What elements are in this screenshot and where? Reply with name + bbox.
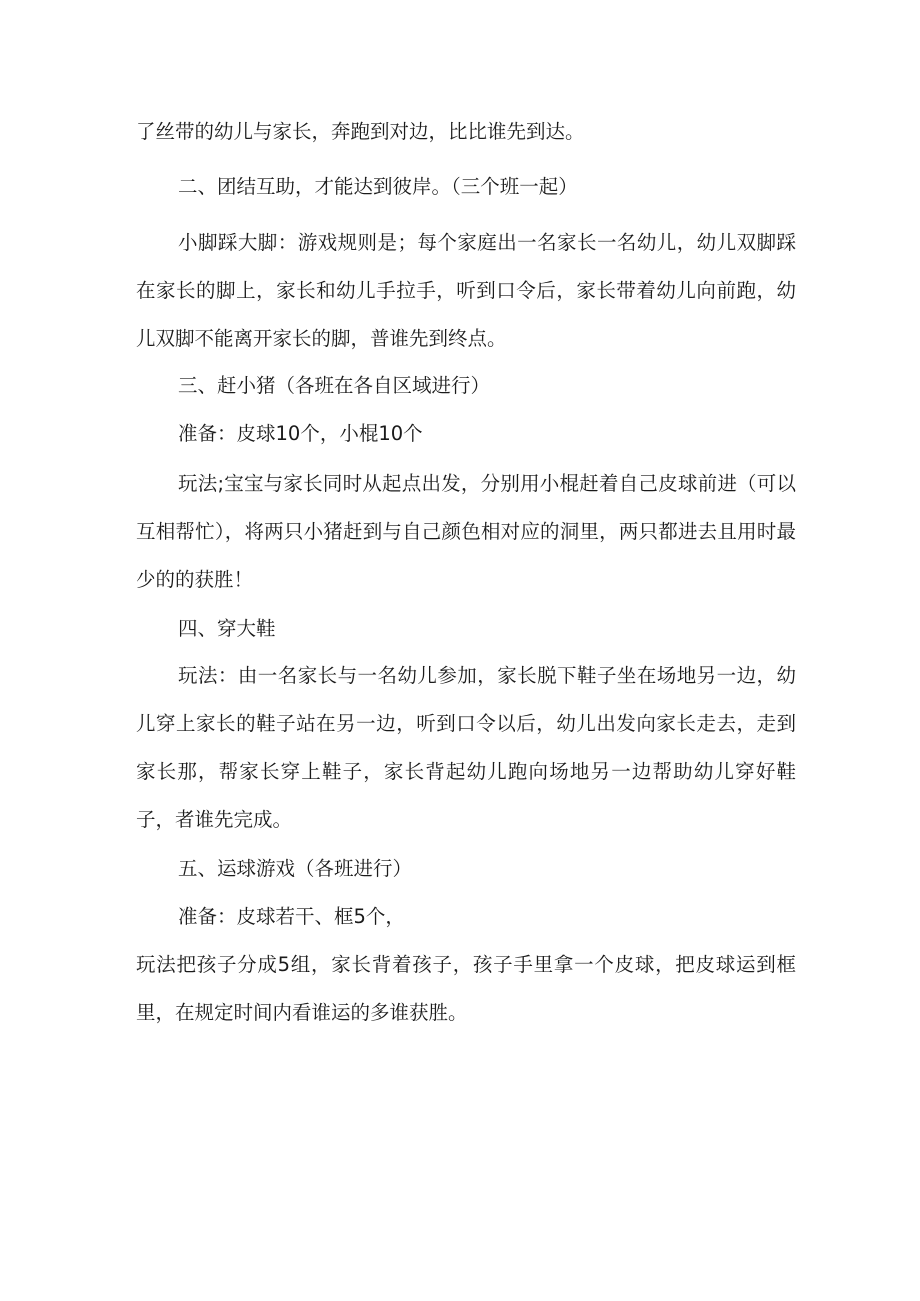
paragraph-ribbon-race-end: 了丝带的幼儿与家长，奔跑到对边，比比谁先到达。 <box>136 120 585 143</box>
heading-section-2: 二、团结互助，才能达到彼岸。（三个班一起） <box>178 175 578 198</box>
paragraph-section-4-rules: 玩法：由一名家长与一名幼儿参加，家长脱下鞋子坐在场地另一边，幼儿穿上家长的鞋子站在另一边，听到口令以后，幼儿出发向家长走去，走到家长那，帮家长穿上鞋子，家长背起幼儿跑向场地另一边帮助幼儿穿好鞋子，者谁先完成。 <box>136 664 796 831</box>
heading-section-3: 三、赶小猪（各班在各自区域进行） <box>178 374 491 397</box>
paragraph-section-3-rules: 玩法;宝宝与家长同时从起点出发，分别用小棍赶着自己皮球前进（可以互相帮忙），将两只小猪赶到与自己颜色相对应的洞里，两只都进去且用时最少的的获胜！ <box>136 472 796 591</box>
paragraph-small-foot-big-foot: 小脚踩大脚：游戏规则是；每个家庭出一名家长一名幼儿，幼儿双脚踩在家长的脚上，家长和幼儿手拉手，听到口令后，家长带着幼儿向前跑，幼儿双脚不能离开家长的脚，普谁先到终点。 <box>136 231 796 350</box>
paragraph-section-3-preparation: 准备：皮球10个，小棍10个 <box>178 422 423 445</box>
paragraph-section-5-rules: 玩法把孩子分成5组，家长背着孩子，孩子手里拿一个皮球，把皮球运到框里，在规定时间内看谁运的多谁获胜。 <box>136 953 796 1024</box>
heading-section-4: 四、穿大鞋 <box>178 617 276 640</box>
heading-section-5: 五、运球游戏（各班进行） <box>178 857 413 880</box>
paragraph-section-5-preparation: 准备：皮球若干、框5个， <box>178 905 405 928</box>
